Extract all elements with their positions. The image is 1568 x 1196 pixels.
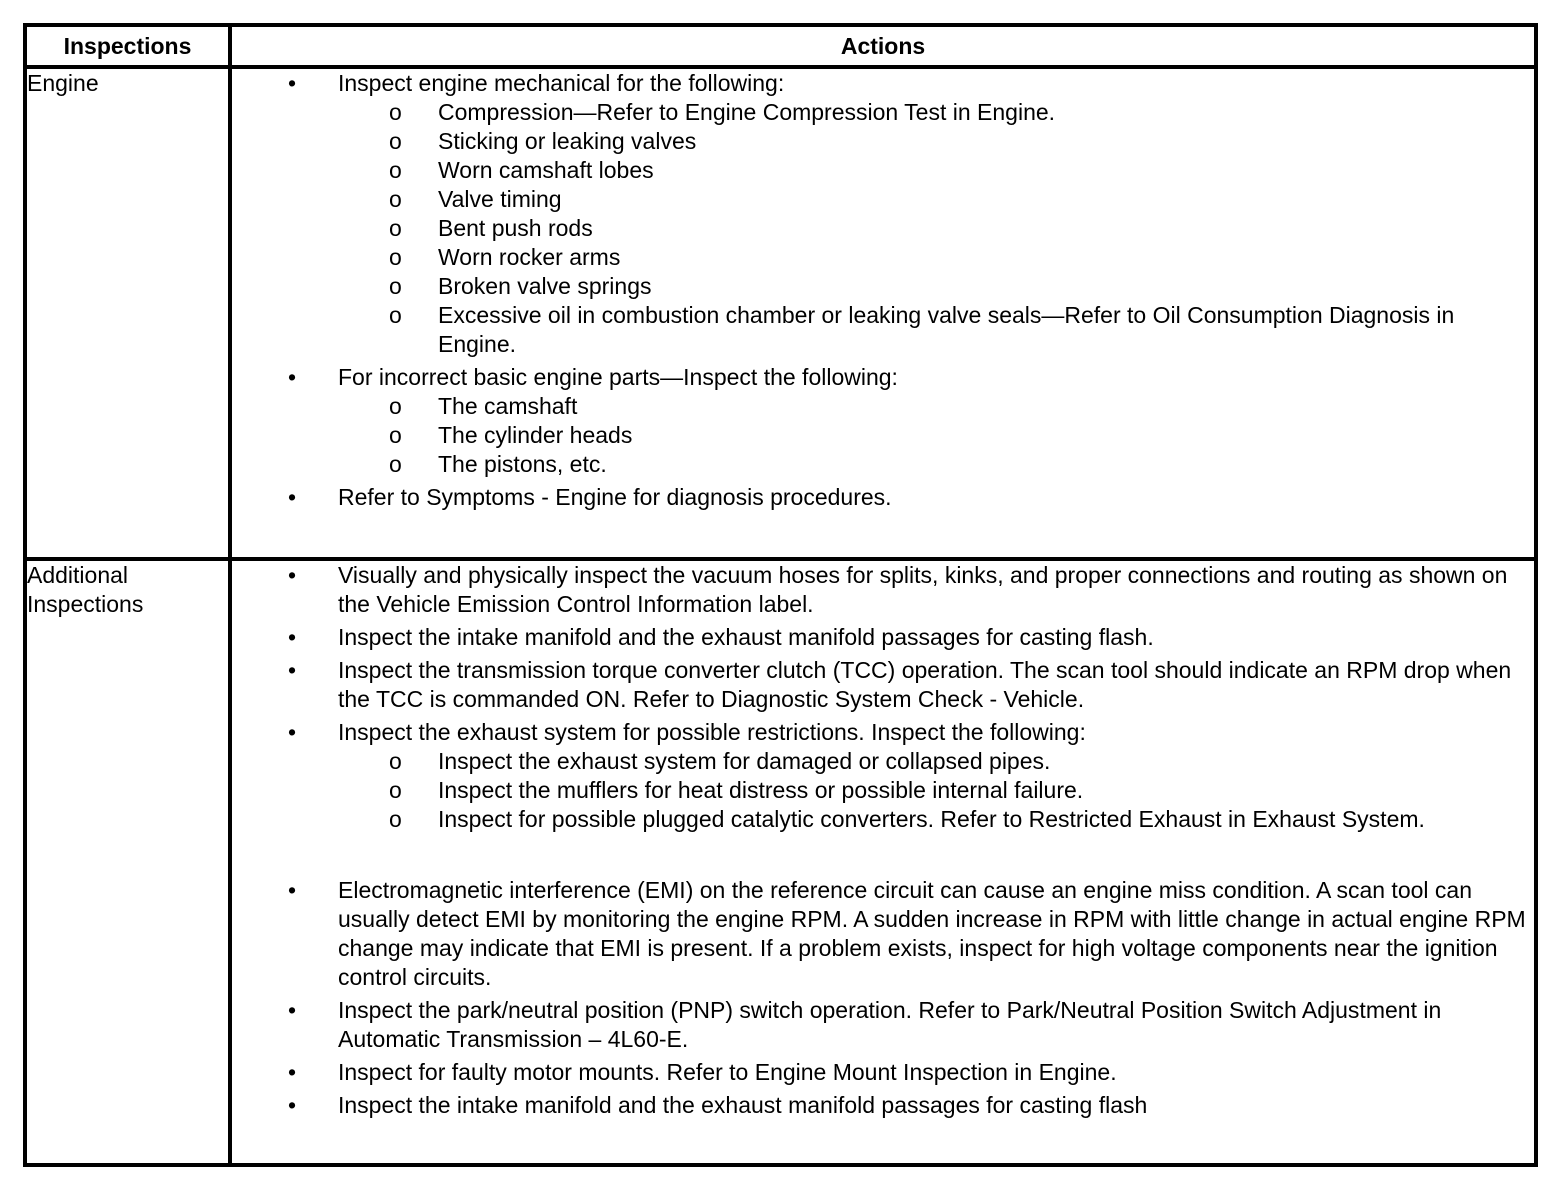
sub-bullet-icon: o: [389, 99, 402, 125]
inspection-label: Engine: [25, 67, 230, 559]
action-item: [232, 623, 1534, 652]
sub-item: [338, 127, 1534, 156]
action-text: Refer to Symptoms - Engine for diagnosis procedures.: [338, 484, 892, 510]
sub-item-text: Broken valve springs: [438, 273, 652, 299]
action-text: Inspect engine mechanical for the following:: [338, 70, 785, 96]
action-text: Inspect the exhaust system for possible restrictions. Inspect the following:: [338, 719, 1086, 745]
actions-cell: [230, 67, 1536, 559]
action-item: [232, 1058, 1534, 1087]
bullet-icon: •: [288, 1059, 297, 1085]
action-text: Inspect the transmission torque converter clutch (TCC) operation. The scan tool should indicate an RPM drop when the TCC is commanded ON. Refer to Diagnostic System Check - Vehicle.: [338, 657, 1512, 712]
sub-item: [338, 156, 1534, 185]
sub-bullet-icon: o: [389, 244, 402, 270]
spacer: [338, 834, 1534, 872]
actions-cell: [230, 559, 1536, 1165]
sub-item: [338, 421, 1534, 450]
sub-bullet-icon: o: [389, 748, 402, 774]
header-inspections: Inspections: [25, 25, 230, 67]
sub-bullet-icon: o: [389, 215, 402, 241]
sub-item: [338, 98, 1534, 127]
action-list: [232, 561, 1534, 1120]
bullet-icon: •: [288, 484, 297, 510]
sub-item: [338, 747, 1534, 776]
action-item: [232, 1091, 1534, 1120]
sub-item-text: Bent push rods: [438, 215, 593, 241]
action-item: [232, 363, 1534, 479]
sub-list: [338, 747, 1534, 834]
sub-item: [338, 776, 1534, 805]
header-actions: Actions: [230, 25, 1536, 67]
sub-item-text: Compression—Refer to Engine Compression Test in Engine.: [438, 99, 1056, 125]
bullet-icon: •: [288, 562, 297, 588]
table-row-engine: [25, 67, 1536, 559]
sub-item: [338, 214, 1534, 243]
sub-item-text: Inspect the mufflers for heat distress or possible internal failure.: [438, 777, 1084, 803]
sub-item-text: Valve timing: [438, 186, 562, 212]
sub-item-text: The cylinder heads: [438, 422, 633, 448]
bullet-icon: •: [288, 1092, 297, 1118]
sub-item-text: Inspect the exhaust system for damaged or collapsed pipes.: [438, 748, 1051, 774]
sub-bullet-icon: o: [389, 422, 402, 448]
action-text: Inspect the park/neutral position (PNP) switch operation. Refer to Park/Neutral Position Switch Adjustment in Automatic Transmission – 4L60-E.: [338, 997, 1442, 1052]
sub-item: [338, 392, 1534, 421]
sub-bullet-icon: o: [389, 806, 402, 832]
sub-item-text: Worn camshaft lobes: [438, 157, 654, 183]
sub-bullet-icon: o: [389, 273, 402, 299]
action-item: [232, 876, 1534, 992]
action-text: For incorrect basic engine parts—Inspect the following:: [338, 364, 898, 390]
sub-item: [338, 243, 1534, 272]
sub-item: [338, 450, 1534, 479]
action-item: [232, 561, 1534, 619]
bullet-icon: •: [288, 657, 297, 683]
sub-item-text: Excessive oil in combustion chamber or leaking valve seals—Refer to Oil Consumption Diagnosis in Engine.: [438, 302, 1455, 357]
action-text: Visually and physically inspect the vacuum hoses for splits, kinks, and proper connections and routing as shown on the Vehicle Emission Control Information label.: [338, 562, 1508, 617]
sub-item-text: The camshaft: [438, 393, 578, 419]
inspection-label: Additional Inspections: [25, 559, 230, 1165]
sub-item-text: Worn rocker arms: [438, 244, 621, 270]
action-text: Inspect the intake manifold and the exhaust manifold passages for casting flash: [338, 1092, 1148, 1118]
sub-item: [338, 805, 1534, 834]
header-row: [25, 25, 1536, 67]
sub-bullet-icon: o: [389, 393, 402, 419]
bullet-icon: •: [288, 364, 297, 390]
sub-bullet-icon: o: [389, 128, 402, 154]
sub-bullet-icon: o: [389, 777, 402, 803]
sub-item-text: Inspect for possible plugged catalytic converters. Refer to Restricted Exhaust in Exhaust System.: [438, 806, 1425, 832]
bullet-icon: •: [288, 877, 297, 903]
sub-bullet-icon: o: [389, 157, 402, 183]
action-item: [232, 718, 1534, 872]
action-text: Electromagnetic interference (EMI) on the reference circuit can cause an engine miss condition. A scan tool can usually detect EMI by monitoring the engine RPM. A sudden increase in RPM with little change in actual engine RPM change may indicate that EMI is present. If a problem exists, inspect for high voltage components near the ignition control circuits.: [338, 877, 1526, 990]
action-item: [232, 996, 1534, 1054]
action-item: [232, 69, 1534, 359]
table-row-additional: [25, 559, 1536, 1165]
sub-list: [338, 392, 1534, 479]
bullet-icon: •: [288, 624, 297, 650]
action-item: [232, 483, 1534, 512]
action-item: [232, 656, 1534, 714]
sub-item: [338, 301, 1534, 359]
sub-item: [338, 272, 1534, 301]
action-text: Inspect the intake manifold and the exhaust manifold passages for casting flash.: [338, 624, 1154, 650]
action-text: Inspect for faulty motor mounts. Refer to Engine Mount Inspection in Engine.: [338, 1059, 1117, 1085]
bullet-icon: •: [288, 719, 297, 745]
sub-item-text: Sticking or leaking valves: [438, 128, 697, 154]
sub-item: [338, 185, 1534, 214]
bullet-icon: •: [288, 997, 297, 1023]
sub-bullet-icon: o: [389, 302, 402, 328]
bullet-icon: •: [288, 70, 297, 96]
sub-bullet-icon: o: [389, 451, 402, 477]
sub-item-text: The pistons, etc.: [438, 451, 607, 477]
sub-bullet-icon: o: [389, 186, 402, 212]
action-list: [232, 69, 1534, 512]
inspections-table: [23, 23, 1538, 1167]
sub-list: [338, 98, 1534, 359]
